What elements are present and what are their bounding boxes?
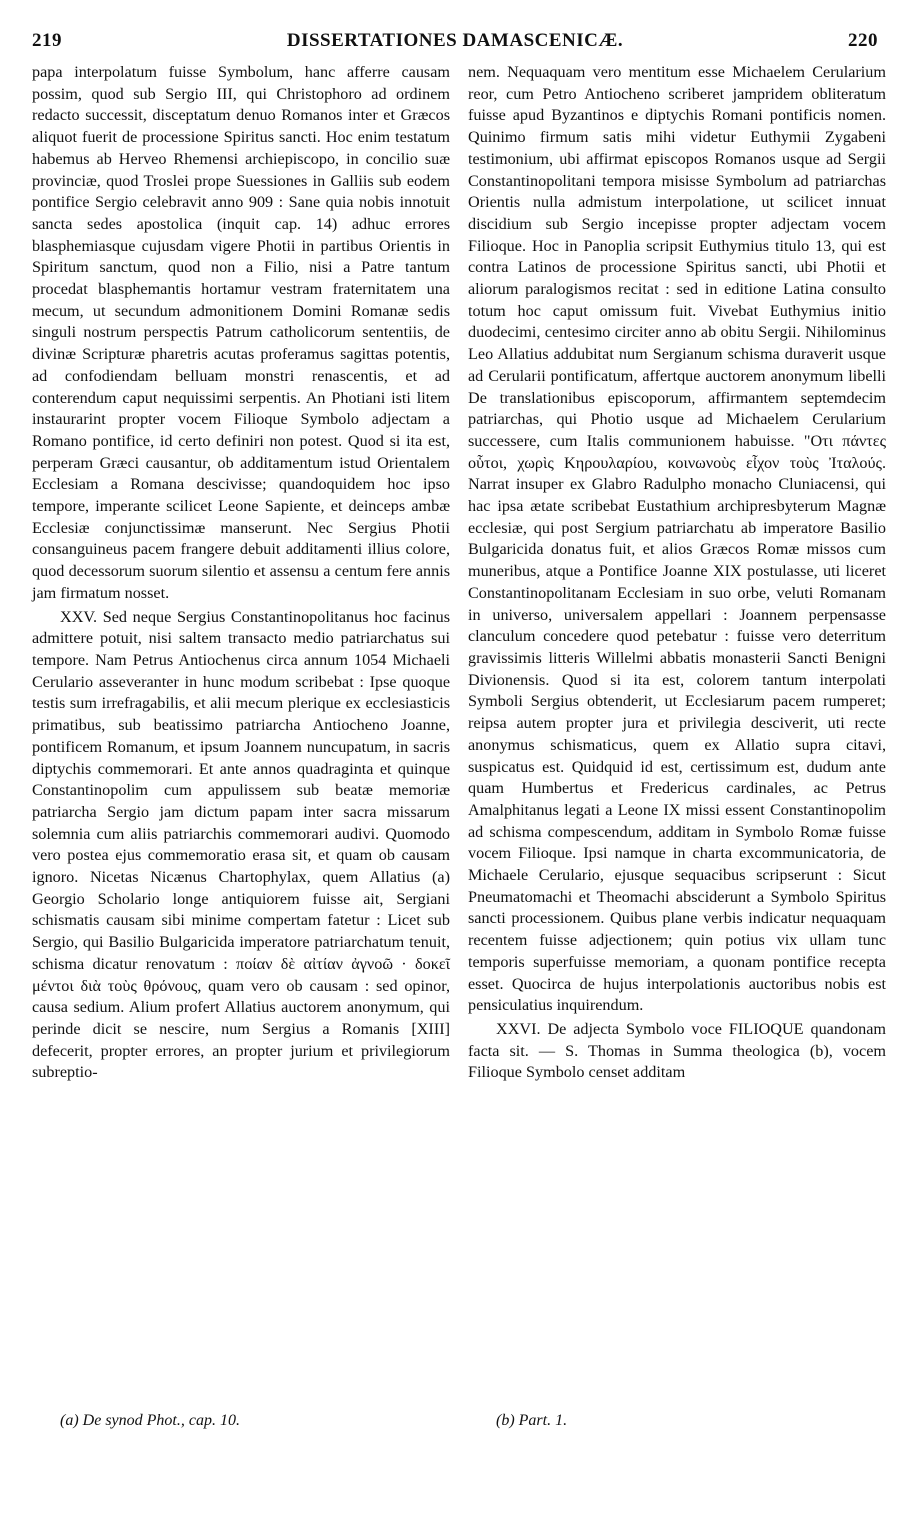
page-number-right: 220	[848, 30, 878, 51]
right-column	[468, 62, 886, 1084]
footnote-b: (b) Part. 1.	[496, 1412, 568, 1429]
paragraph-section-xxvi: XXVI. De adjecta Symbolo voce FILIOQUE quandonam facta sit. — S. Thomas in Summa theologica (b), vocem Filioque Symbolo censet additam	[468, 1019, 886, 1082]
left-column	[32, 62, 450, 1084]
paragraph-section-xxv: XXV. Sed neque Sergius Constantinopolitanus hoc facinus admittere potuit, nisi saltem transacto medio patriarchatus sui tempore. Nam Petrus Antiochenus circa annum 1054 Michaeli Cerulario asseveranter in hunc modum scribebat : Ipse quoque testis sum irrefragabilis, et alii mecum plerique ex ecclesiasticis primatibus, sub beatissimo patriarcha Antiocheno Joanne, pontificem Romanum, et ipsum Joannem nuncupatum, in sacris diptychis commemorari. Et ante annos quadraginta et quinque Constantinopolim cum appulissem sub beatæ memoriæ patriarcha Sergio jam dictum papam inter sacra missarum solemnia cum aliis patriarchis commemorari audivi. Quomodo vero postea ejus commemoratio erasa sit, et quam ob causam ignoro. Nicetas Nicænus Chartophylax, quem Allatius (a) Georgio Scholario longe antiquiorem fuisse ait, Sergiani schismatis causam sibi minime compertam fatetur : Licet sub Sergio, qui Basilio Bulgaricida imperatore patriarchatum tenuit, schisma dicatur renovatum : ποίαν δὲ αἰτίαν ἀγνοῶ · δοκεῖ μέντοι διὰ τοὺς θρόνους, quam vero ob causam : sed opinor, causa sedium. Alium profert Allatius auctorem anonymum, qui perinde dicit se nescire, num Sergius a Romanis [XIII] defecerit, propter errores, an propter jurium et privilegiorum subreptio-	[32, 607, 450, 1082]
running-title: DISSERTATIONES DAMASCENICÆ.	[286, 30, 624, 51]
paragraph: papa interpolatum fuisse Symbolum, hanc afferre causam possim, quod sub Sergio III, qui Christophoro ad ordinem redacto successit, disceptatum denuo Romanos inter et Græcos aliquot fuerit de processione Spiritus sancti. Hoc enim testatum habemus ab Herveo Rhemensi archiepiscopo, in concilio suæ provinciæ, quod Troslei prope Suessiones in Galliis sub eodem pontifice Sergio celebravit anno 909 : Sane quia nobis innotuit sancta sedes apostolica (inquit cap. 14) adhuc errores blasphemiasque cujusdam vigere Photii in partibus Orientis in Spiritum sanctum, quod non a Filio, nisi a Patre tantum procedat blasphemantis hortamur vestram fraternitatem una mecum, ut secundum admonitionem Domini Romanæ sedis singuli nostrum perspectis Patrum catholicorum sententiis, de divinæ Scripturæ pharetris acutas proferamus sagittas potentis, ad confodiendam belluam monstri renascentis, et ad conterendum caput nequissimi serpentis. An Photiani isti litem instaurarint propter vocem Filioque Symbolo adjectam a Romano pontifice, id certo definiri non potest. Quod si ita est, perperam Græci causantur, ob additamentum istud Orientalem Ecclesiam a Romana descivisse; quandoquidem hoc ipso tempore, imperante scilicet Leone Sapiente, et deinceps ambæ Ecclesiæ conjunctissimæ manserunt. Nec Sergius Photii consanguineus pacem frangere debuit additamenti illius colore, quod decessorum suorum silentio et assensu a centum fere annis jam firmatum nosset.	[32, 63, 450, 602]
paragraph: nem. Nequaquam vero mentitum esse Michaelem Cerularium reor, cum Petro Antiocheno scriberet jampridem obliteratum fuisse apud Byzantinos e diptychis Romani pontificis nomen. Quinimo firmum satis mihi videtur Euthymii Zygabeni testimonium, ubi affirmat episcopos Romanos usque ad Sergii Constantinopolitani tempora misisse Symbolum ad patriarchas Orientis nulla admistum interpolatione, ut scilicet innuat discidium sub Sergio incepisse propter adjectam vocem Filioque. Hoc in Panoplia scripsit Euthymius titulo 13, qui est contra Latinos de processione Spiritus sancti, ubi Photii et aliorum paralogismos recitat : sed in editione Latina consulto totum hoc caput omissum fuit. Vivebat Euthymius initio duodecimi, centesimo circiter anno ab obitu Sergii. Nihilominus Leo Allatius addubitat num Sergianum schisma duraverit usque ad Cerularii pontificatum, affertque auctorem anonymum libelli De translationibus episcoporum, affirmantem septemdecim patriarchas, qui Photio usque ad Michaelem Cerularium successere, cum Italis communionem habuisse. "Οτι πάντες οὗτοι, χωρὶς Κηρουλαρίου, κοινωνοὺς εἶχον τοὺς Ἰταλούς. Narrat insuper ex Glabro Radulpho monacho Cluniacensi, qui hac ipsa ætate scribebat Eustathium archipresbyterum Magnæ ecclesiæ, qui post Sergium patriarchatu ab imperatore Basilio Bulgaricida donatus fuit, et alios Græcos Romæ missos cum muneribus, atque a Pontifice Joanne XIX postulasse, uti liceret Constantinopolitanam Ecclesiam in suo orbe, veluti Romanam in universo, universalem appellari : Joannem perpensasse clanculum concedere quod petebatur : fuisse vero deterritum gravissimis litteris Willelmi abbatis monasterii Sancti Benigni Divionensis. Quod si ita est, colorem tantum interpolati Symboli Sergius obtenderit, ut Ecclesiarum pacem rumperet; reipsa autem propter jura et privilegia desciverit, uti recte anonymus schismaticus, quem ex Allatio supra citavi, suspicatus est. Quidquid id est, certissimum est, dudum ante quam Humbertus et Fredericus cardinales, ac Petrus Amalphitanus legati a Leone IX missi essent Constantinopolim ad schisma compescendum, additam in Symbolo Romæ fuisse vocem Filioque. Ipsi namque in charta excommunicatoria, de Michaele Cerulario, ejusque sequacibus scripserunt : Sicut Pneumatomachi et Theomachi absciderunt a Symbolo Spiritus sancti processionem. Quibus plane verbis indicatur nequaquam recentem fuisse adjectionem; quin potius vix ullam tunc temporis superfuisse memoriam, a quonam pontifice recepta esset. Quocirca de hujus interpolationis auctoribus nobis est pensiculatius inquirendum.	[468, 63, 886, 1015]
page-number-left: 219	[32, 30, 62, 51]
footnote-a: (a) De synod Phot., cap. 10.	[60, 1412, 240, 1429]
running-header	[32, 30, 878, 58]
